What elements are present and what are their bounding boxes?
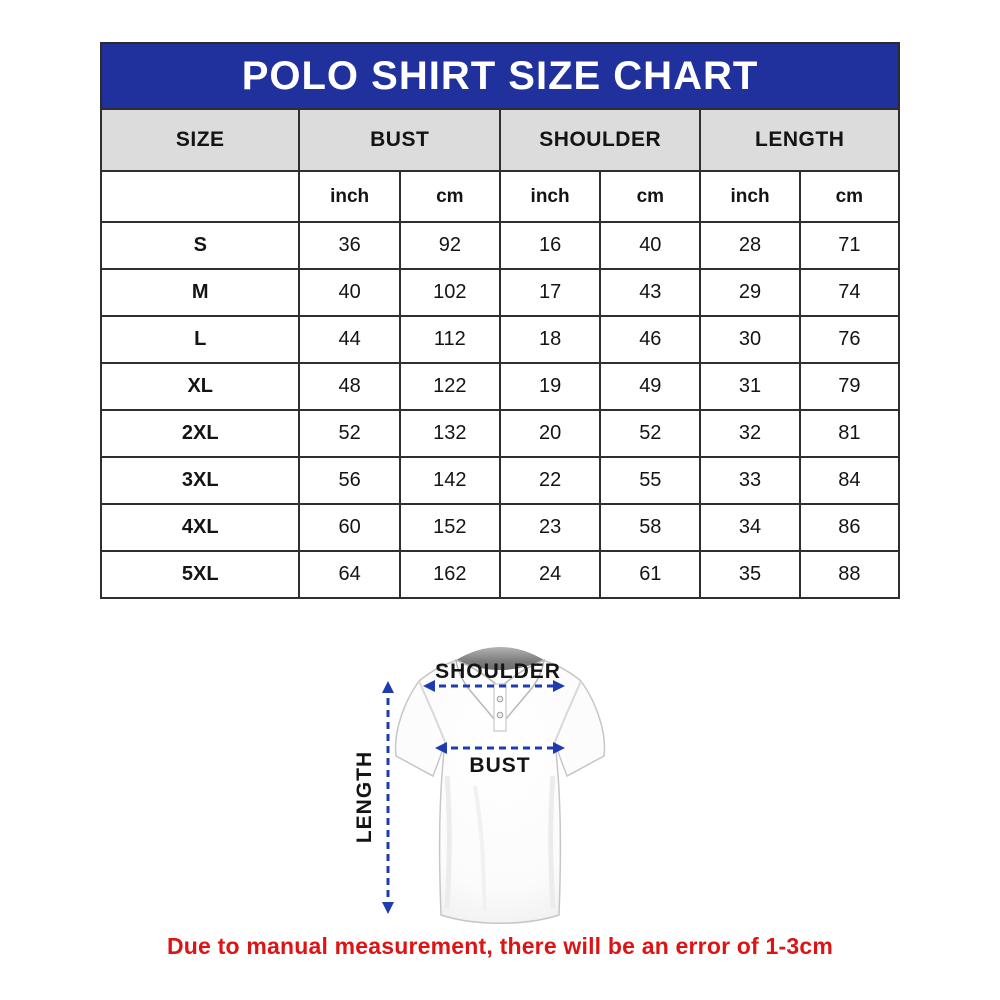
table-row-5xl <box>101 551 899 598</box>
value-cell: 52 <box>299 410 399 457</box>
table-header-row <box>101 109 899 171</box>
value-cell: 44 <box>299 316 399 363</box>
table-row-s <box>101 222 899 269</box>
shirt-button <box>497 712 503 718</box>
size-chart <box>100 42 900 599</box>
unit-cell-length-inch: inch <box>700 171 799 222</box>
unit-cell-shoulder-cm: cm <box>600 171 700 222</box>
size-label: 3XL <box>101 457 299 504</box>
chart-title: POLO SHIRT SIZE CHART <box>241 53 759 98</box>
value-cell: 40 <box>600 222 700 269</box>
col-header-bust: BUST <box>299 109 499 171</box>
value-cell: 142 <box>400 457 500 504</box>
size-label: 5XL <box>101 551 299 598</box>
value-cell: 81 <box>800 410 899 457</box>
size-table <box>100 108 900 599</box>
value-cell: 28 <box>700 222 799 269</box>
table-row-l <box>101 316 899 363</box>
unit-cell-length-cm: cm <box>800 171 899 222</box>
value-cell: 64 <box>299 551 399 598</box>
table-units-row <box>101 171 899 222</box>
value-cell: 29 <box>700 269 799 316</box>
value-cell: 61 <box>600 551 700 598</box>
value-cell: 16 <box>500 222 600 269</box>
shirt-measurement-diagram <box>335 626 670 941</box>
value-cell: 86 <box>800 504 899 551</box>
table-row-3xl <box>101 457 899 504</box>
value-cell: 55 <box>600 457 700 504</box>
table-row-4xl <box>101 504 899 551</box>
col-header-length: LENGTH <box>700 109 899 171</box>
value-cell: 49 <box>600 363 700 410</box>
value-cell: 34 <box>700 504 799 551</box>
value-cell: 56 <box>299 457 399 504</box>
value-cell: 71 <box>800 222 899 269</box>
value-cell: 31 <box>700 363 799 410</box>
value-cell: 79 <box>800 363 899 410</box>
value-cell: 17 <box>500 269 600 316</box>
value-cell: 30 <box>700 316 799 363</box>
col-header-size: SIZE <box>101 109 299 171</box>
unit-cell-empty <box>101 171 299 222</box>
length-measure-arrow <box>382 681 394 914</box>
polo-shirt-illustration <box>335 626 670 941</box>
value-cell: 152 <box>400 504 500 551</box>
size-label: M <box>101 269 299 316</box>
size-label: 2XL <box>101 410 299 457</box>
length-label: LENGTH <box>353 750 376 844</box>
shirt-button <box>497 696 503 702</box>
value-cell: 84 <box>800 457 899 504</box>
value-cell: 46 <box>600 316 700 363</box>
value-cell: 48 <box>299 363 399 410</box>
value-cell: 102 <box>400 269 500 316</box>
value-cell: 58 <box>600 504 700 551</box>
value-cell: 162 <box>400 551 500 598</box>
table-row-2xl <box>101 410 899 457</box>
size-label: 4XL <box>101 504 299 551</box>
chart-title-bar <box>100 42 900 108</box>
unit-cell-bust-cm: cm <box>400 171 500 222</box>
value-cell: 20 <box>500 410 600 457</box>
shoulder-label: SHOULDER <box>435 660 561 683</box>
table-row-xl <box>101 363 899 410</box>
value-cell: 122 <box>400 363 500 410</box>
value-cell: 19 <box>500 363 600 410</box>
value-cell: 92 <box>400 222 500 269</box>
value-cell: 18 <box>500 316 600 363</box>
value-cell: 33 <box>700 457 799 504</box>
unit-cell-shoulder-inch: inch <box>500 171 600 222</box>
size-label: XL <box>101 363 299 410</box>
value-cell: 52 <box>600 410 700 457</box>
value-cell: 22 <box>500 457 600 504</box>
value-cell: 36 <box>299 222 399 269</box>
value-cell: 74 <box>800 269 899 316</box>
col-header-shoulder: SHOULDER <box>500 109 700 171</box>
value-cell: 132 <box>400 410 500 457</box>
measurement-disclaimer: Due to manual measurement, there will be an error of 1-3cm <box>166 933 833 959</box>
value-cell: 88 <box>800 551 899 598</box>
bust-label: BUST <box>469 754 531 777</box>
value-cell: 40 <box>299 269 399 316</box>
size-label: L <box>101 316 299 363</box>
value-cell: 24 <box>500 551 600 598</box>
value-cell: 32 <box>700 410 799 457</box>
table-row-m <box>101 269 899 316</box>
shirt-placket <box>494 684 506 731</box>
value-cell: 43 <box>600 269 700 316</box>
unit-cell-bust-inch: inch <box>299 171 399 222</box>
value-cell: 60 <box>299 504 399 551</box>
value-cell: 112 <box>400 316 500 363</box>
value-cell: 23 <box>500 504 600 551</box>
value-cell: 35 <box>700 551 799 598</box>
value-cell: 76 <box>800 316 899 363</box>
size-label: S <box>101 222 299 269</box>
